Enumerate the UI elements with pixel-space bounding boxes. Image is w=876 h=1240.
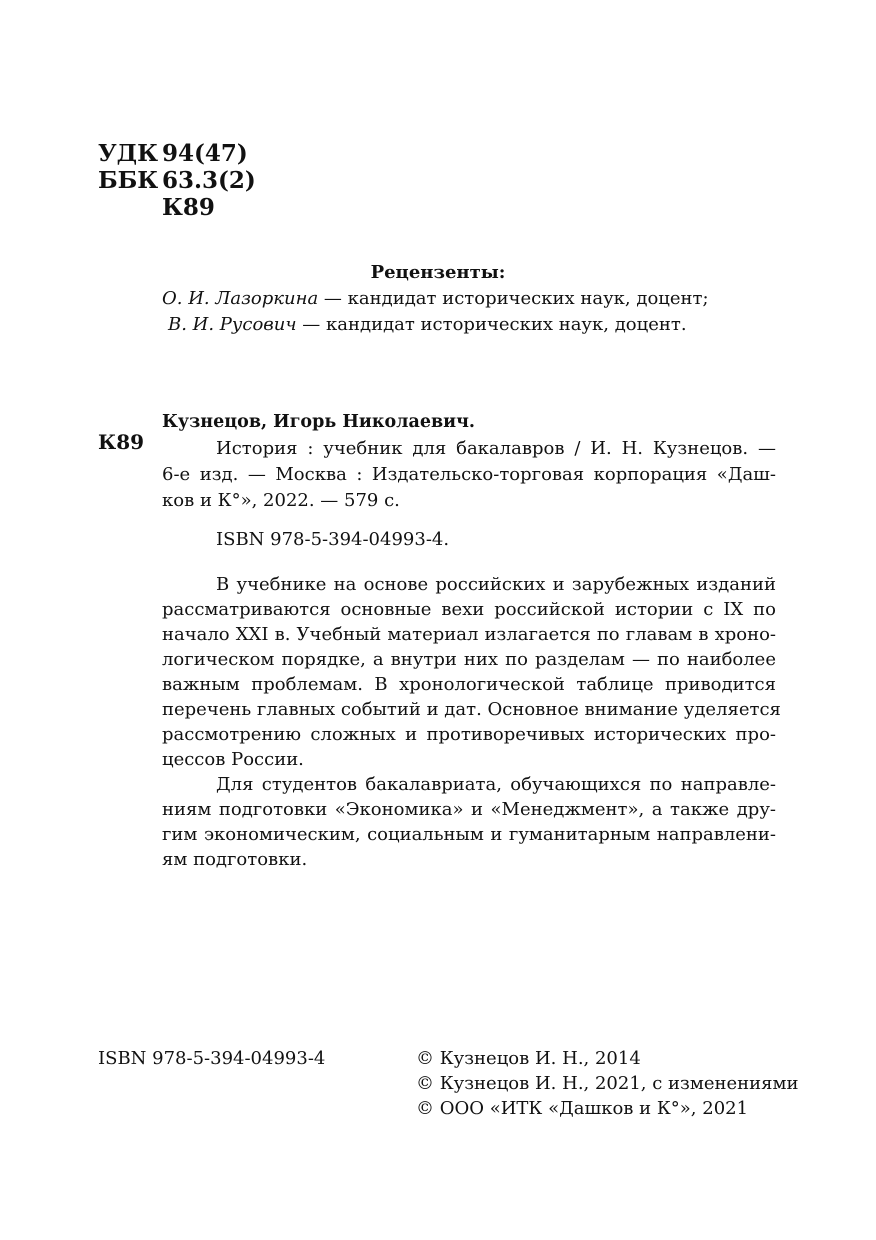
annotation-line: ям подготовки. (162, 849, 308, 870)
reviewer-line (168, 314, 687, 335)
annotation-line: начало XXI в. Учебный материал излагается по главам в хроно- (162, 624, 776, 645)
reviewer-name: О. И. Лазоркина (162, 288, 319, 309)
bbk-label: ББК (98, 167, 159, 194)
copyright-line: © ООО «ИТК «Дашков и К°», 2021 (416, 1098, 749, 1119)
record-description (162, 436, 776, 514)
annotation-line: рассматриваются основные вехи российской истории с IX по (162, 599, 776, 620)
footer-isbn: ISBN 978-5-394-04993-4 (98, 1048, 326, 1069)
reviewer-line (162, 288, 709, 309)
classification-block (98, 140, 256, 221)
annotation-line: ниям подготовки «Экономика» и «Менеджмент», а также дру- (162, 799, 776, 820)
record-isbn: ISBN 978-5-394-04993-4. (216, 529, 450, 550)
annotation-line: рассмотрению сложных и противоречивых исторических про- (162, 724, 776, 745)
record-line: 6-е изд. — Москва : Издательско-торговая корпорация «Даш- (162, 464, 776, 485)
bbk-row (98, 167, 256, 194)
reviewers-title: Рецензенты: (370, 262, 506, 283)
annotation-line: В учебнике на основе российских и зарубежных изданий (216, 574, 776, 595)
copyright-line: © Кузнецов И. Н., 2021, с изменениями (416, 1073, 799, 1094)
annotation-line: Для студентов бакалавриата, обучающихся по направле- (216, 774, 776, 795)
udk-row (98, 140, 256, 167)
record-line: ков и К°», 2022. — 579 с. (162, 490, 400, 511)
udk-value: 94(47) (162, 140, 248, 167)
annotation-line: логическом порядке, а внутри них по разделам — по наиболее (162, 649, 776, 670)
record-line: История : учебник для бакалавров / И. Н. Кузнецов. — (216, 438, 776, 459)
udk-label: УДК (98, 140, 159, 167)
bbk-value: 63.3(2) (162, 167, 256, 194)
annotation-line: важным проблемам. В хронологической таблице приводится (162, 674, 776, 695)
copyright-line: © Кузнецов И. Н., 2014 (416, 1048, 641, 1069)
record-author: Кузнецов, Игорь Николаевич. (162, 412, 475, 432)
annotation-paragraph (162, 572, 781, 772)
side-author-mark: К89 (98, 430, 145, 454)
reviewer-desc: — кандидат исторических наук, доцент; (318, 288, 709, 309)
annotation-paragraph (162, 772, 776, 872)
annotation-line: цессов России. (162, 749, 304, 770)
reviewer-desc: — кандидат исторических наук, доцент. (296, 314, 687, 335)
author-mark: К89 (162, 194, 215, 221)
annotation-line: перечень главных событий и дат. Основное внимание уделяется (162, 699, 781, 720)
reviewer-name: В. И. Русович (168, 314, 297, 335)
annotation-line: гим экономическим, социальным и гуманитарным направлени- (162, 824, 776, 845)
